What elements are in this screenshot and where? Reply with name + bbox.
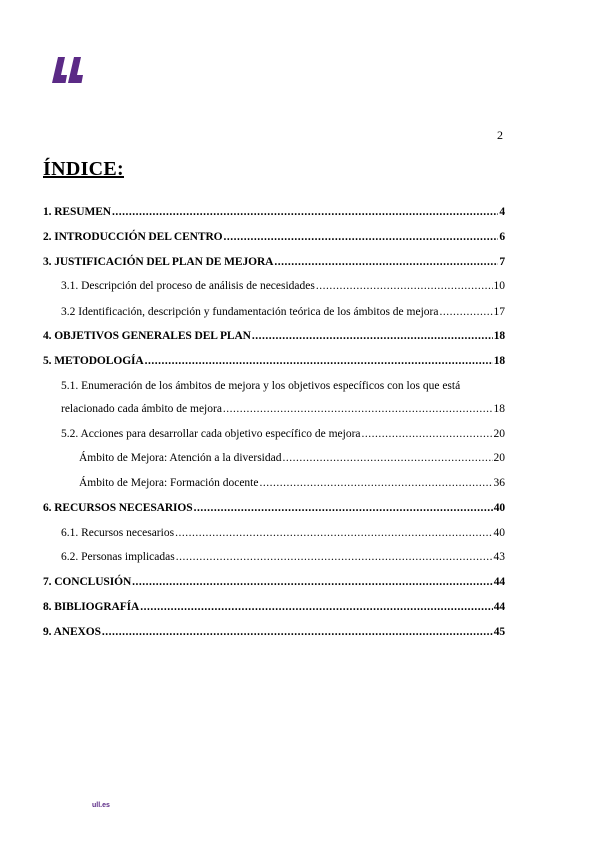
toc-entry-title: Ámbito de Mejora: Atención a la diversidad bbox=[79, 452, 282, 464]
toc-entry-title: 4. OBJETIVOS GENERALES DEL PLAN bbox=[43, 330, 251, 342]
toc-entry-title: 5. METODOLOGÍA bbox=[43, 355, 144, 367]
toc-entry-page: 44 bbox=[493, 601, 505, 613]
toc-entry-page: 18 bbox=[493, 355, 505, 367]
toc-leader bbox=[102, 625, 493, 639]
toc-leader bbox=[362, 427, 493, 441]
toc-leader bbox=[439, 305, 492, 319]
toc-entry-page: 45 bbox=[493, 626, 505, 638]
toc-entry-3-2[interactable] bbox=[61, 305, 505, 319]
toc-entry-3-1[interactable] bbox=[61, 279, 505, 293]
toc-leader bbox=[259, 476, 492, 490]
toc-entry-page: 44 bbox=[493, 576, 505, 588]
toc-leader bbox=[145, 354, 493, 368]
ull-logo-icon bbox=[51, 55, 89, 85]
toc-entry-page: 18 bbox=[493, 330, 505, 342]
toc-entry-title: 6. RECURSOS NECESARIOS bbox=[43, 502, 193, 514]
toc-entry-title: 5.2. Acciones para desarrollar cada objetivo específico de mejora bbox=[61, 428, 361, 440]
toc-leader bbox=[140, 600, 492, 614]
toc-leader bbox=[223, 402, 493, 416]
toc-entry-5-1-line1[interactable]: 5.1. Enumeración de los ámbitos de mejora y los objetivos específicos con los que está bbox=[61, 380, 461, 392]
toc-entry-page: 18 bbox=[493, 403, 505, 415]
toc-heading: ÍNDICE: bbox=[43, 158, 124, 180]
toc-entry-page: 10 bbox=[493, 280, 505, 292]
toc-entry-page: 7 bbox=[499, 256, 505, 268]
toc-entry-justificacion[interactable] bbox=[43, 255, 505, 269]
toc-leader bbox=[224, 230, 499, 244]
toc-entry-title: 7. CONCLUSIÓN bbox=[43, 576, 132, 588]
toc-entry-title: 3. JUSTIFICACIÓN DEL PLAN DE MEJORA bbox=[43, 256, 274, 268]
toc-entry-title: 1. RESUMEN bbox=[43, 206, 112, 218]
toc-entry-ambito-formacion[interactable] bbox=[79, 476, 505, 490]
toc-leader bbox=[132, 575, 493, 589]
toc-entry-title: 2. INTRODUCCIÓN DEL CENTRO bbox=[43, 231, 223, 243]
toc-entry-page: 40 bbox=[493, 502, 505, 514]
toc-leader bbox=[194, 501, 493, 515]
toc-entry-title: relacionado cada ámbito de mejora bbox=[61, 403, 222, 415]
toc-entry-page: 4 bbox=[499, 206, 505, 218]
toc-entry-5-1[interactable] bbox=[61, 402, 505, 416]
toc-leader bbox=[175, 526, 492, 540]
toc-entry-page: 40 bbox=[493, 527, 505, 539]
toc-entry-5-2[interactable] bbox=[61, 427, 505, 441]
toc-entry-metodologia[interactable] bbox=[43, 354, 505, 368]
toc-entry-page: 20 bbox=[493, 428, 505, 440]
toc-entry-anexos[interactable] bbox=[43, 625, 505, 639]
toc-leader bbox=[112, 205, 498, 219]
toc-entry-title: 6.2. Personas implicadas bbox=[61, 551, 175, 563]
toc-entry-page: 36 bbox=[493, 477, 505, 489]
toc-entry-6-1[interactable] bbox=[61, 526, 505, 540]
toc-entry-title: Ámbito de Mejora: Formación docente bbox=[79, 477, 259, 489]
toc-entry-ambito-diversidad[interactable] bbox=[79, 451, 505, 465]
toc-entry-conclusion[interactable] bbox=[43, 575, 505, 589]
toc-leader bbox=[316, 279, 493, 293]
page-number: 2 bbox=[497, 128, 503, 142]
toc-leader bbox=[282, 451, 492, 465]
toc-entry-objetivos[interactable] bbox=[43, 329, 505, 343]
toc-entry-bibliografia[interactable] bbox=[43, 600, 505, 614]
toc-leader bbox=[252, 329, 493, 343]
toc-entry-recursos[interactable] bbox=[43, 501, 505, 515]
toc-entry-title: 8. BIBLIOGRAFÍA bbox=[43, 601, 140, 613]
toc-entry-introduccion[interactable] bbox=[43, 230, 505, 244]
toc-leader bbox=[274, 255, 498, 269]
footer-website-link[interactable]: ull.es bbox=[92, 802, 110, 809]
toc-entry-title: 9. ANEXOS bbox=[43, 626, 101, 638]
toc-leader bbox=[176, 550, 493, 564]
toc-entry-page: 17 bbox=[493, 306, 505, 318]
toc-entry-page: 20 bbox=[493, 452, 505, 464]
toc-entry-title: 3.1. Descripción del proceso de análisis de necesidades bbox=[61, 280, 315, 292]
toc-entry-6-2[interactable] bbox=[61, 550, 505, 564]
toc-entry-title: 3.2 Identificación, descripción y fundamentación teórica de los ámbitos de mejora bbox=[61, 306, 439, 318]
toc-entry-page: 43 bbox=[493, 551, 505, 563]
toc-entry-page: 6 bbox=[499, 231, 505, 243]
toc-entry-title: 6.1. Recursos necesarios bbox=[61, 527, 175, 539]
toc-entry-resumen[interactable] bbox=[43, 205, 505, 219]
